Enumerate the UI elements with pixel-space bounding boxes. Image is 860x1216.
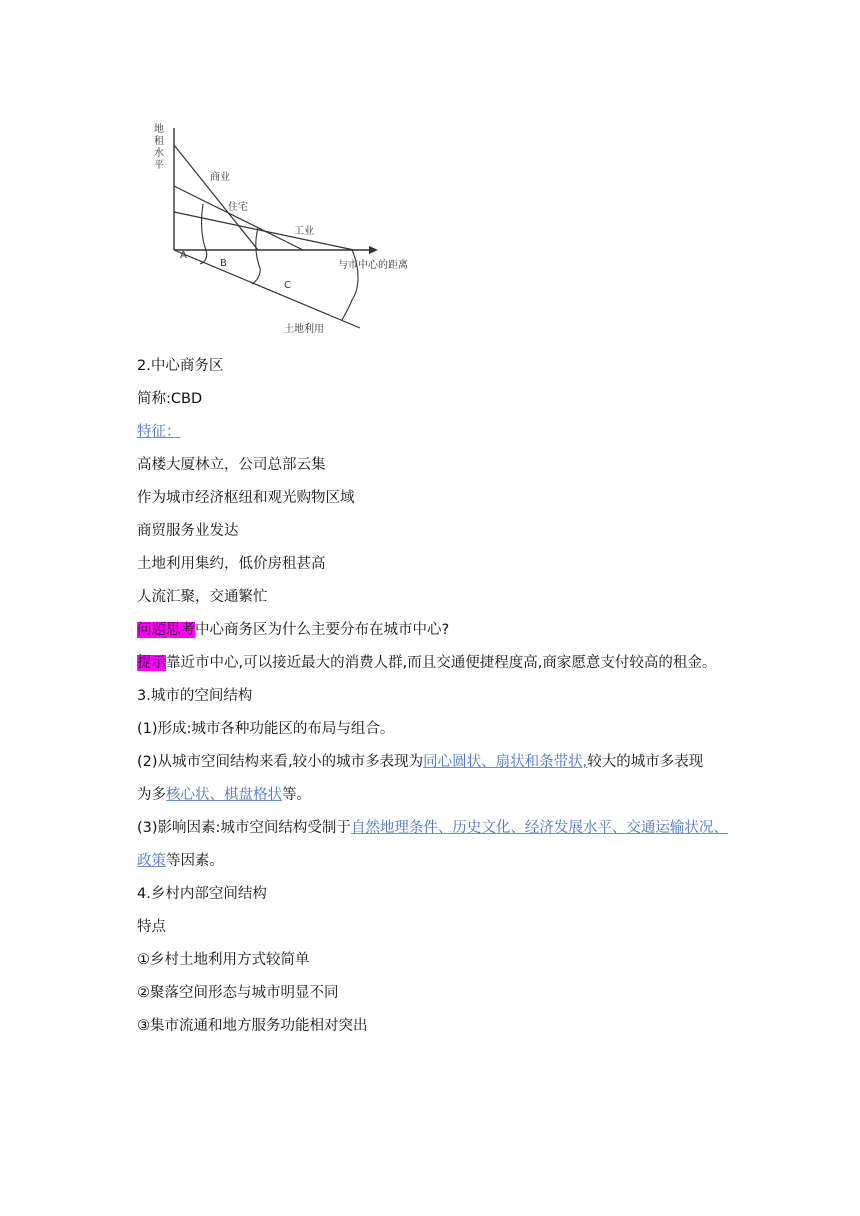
hint-tag: 提示 (137, 655, 166, 671)
zone-c-label: C (284, 280, 291, 291)
section3-item3-line2 (137, 851, 737, 871)
commercial-line (174, 145, 258, 250)
question-line (137, 620, 737, 640)
hint-text: 靠近市中心,可以接近最大的消费人群,而且交通便捷程度高,商家愿意支付较高的租金。 (166, 655, 717, 671)
item2-prefix: (2)从城市空间结构来看,较小的城市多表现为 (137, 754, 424, 770)
zone-a-label: A (180, 250, 187, 261)
y-axis-char-3: 水 (154, 148, 164, 159)
section4-point: ①乡村土地利用方式较简单 (137, 952, 310, 968)
features-link[interactable]: 特征： (137, 424, 181, 440)
feature-item: 作为城市经济枢纽和观光购物区域 (137, 490, 355, 506)
y-axis-char-4: 平 (154, 160, 164, 171)
section2-heading: 2.中心商务区 (137, 358, 224, 374)
land-rent-diagram (138, 118, 408, 340)
feature-item: 人流汇聚，交通繁忙 (137, 589, 268, 605)
y-axis-char-2: 租 (154, 136, 164, 147)
residential-label: 住宅 (228, 202, 248, 213)
land-use-line (174, 250, 360, 328)
x-axis-arrow (369, 246, 378, 254)
section3-heading: 3.城市的空间结构 (137, 688, 253, 704)
x-axis-label: 与市中心的距离 (338, 260, 408, 271)
land-use-label: 土地利用 (284, 324, 324, 335)
cbd-short-name: 简称:CBD (137, 391, 203, 407)
section4-subheading: 特点 (137, 919, 166, 935)
section4-point: ③集市流通和地方服务功能相对突出 (137, 1018, 368, 1034)
item3-prefix: (3)影响因素:城市空间结构受制于 (137, 820, 351, 836)
document-body (137, 356, 737, 1036)
industrial-label: 工业 (294, 226, 314, 237)
section4-point: ②聚落空间形态与城市明显不同 (137, 985, 339, 1001)
item2-link2[interactable]: 核心状、棋盘格状 (166, 787, 282, 803)
item2-line2-prefix: 为多 (137, 787, 166, 803)
section4-heading: 4.乡村内部空间结构 (137, 886, 267, 902)
item3-link1[interactable]: 自然地理条件、历史文化、经济发展水平、交通运输状况、 (350, 820, 728, 836)
feature-item: 高楼大厦林立，公司总部云集 (137, 457, 326, 473)
hint-line (137, 653, 737, 673)
residential-line (174, 186, 303, 250)
y-axis-char-1: 地 (154, 124, 164, 135)
question-tag: 问题思考 (137, 622, 195, 638)
section3-item3-line1 (137, 818, 737, 838)
section3-item2-line1 (137, 752, 737, 772)
commercial-label: 商业 (210, 172, 230, 183)
boundary-a-b (200, 204, 207, 264)
item3-suffix: 等因素。 (166, 853, 224, 869)
item2-link1[interactable]: 同心圆状、扇状和条带状, (423, 754, 588, 770)
item3-link2[interactable]: 政策 (137, 853, 166, 869)
feature-item: 土地利用集约，低价房租甚高 (137, 556, 326, 572)
zone-b-label: B (220, 258, 227, 269)
land-rent-diagram-svg (138, 118, 408, 340)
item2-middle: 较大的城市多表现 (587, 754, 704, 770)
question-text: 中心商务区为什么主要分布在城市中心? (195, 622, 450, 638)
boundary-b-c (252, 228, 260, 284)
feature-item: 商贸服务业发达 (137, 523, 239, 539)
section3-item1: (1)形成:城市各种功能区的布局与组合。 (137, 721, 395, 737)
section3-item2-line2 (137, 785, 737, 805)
features-label (137, 422, 737, 442)
item2-suffix: 等。 (282, 787, 311, 803)
